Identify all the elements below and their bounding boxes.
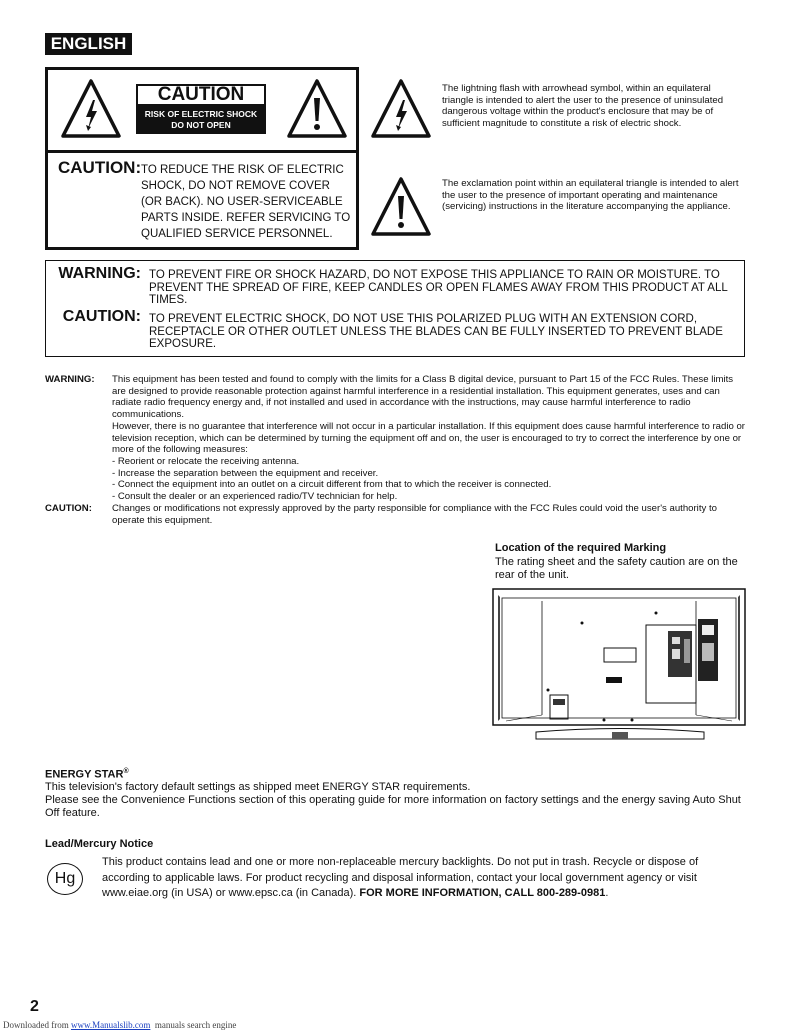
energy-star-line-1: This television's factory default settings as shipped meet ENERGY STAR requirements. — [45, 781, 471, 793]
caution-text-2: TO PREVENT ELECTRIC SHOCK, DO NOT USE THIS POLARIZED PLUG WITH AN EXTENSION CORD, RECEPTACLE OR OTHER OUTLET UNLESS THE BLADES CAN BE FULLY INSERTED TO PREVENT BLADE EXPOSURE. — [149, 313, 723, 351]
energy-star-line-2: Please see the Convenience Functions section of this operating guide for more information on factory settings and the energy saving Auto Shut Off feature. — [45, 794, 741, 819]
caution-label: CAUTION — [136, 84, 266, 106]
marking-text: The rating sheet and the safety caution are on the rear of the unit. — [495, 556, 738, 581]
exclamation-description: The exclamation point within an equilateral triangle is intended to alert the user to the presence of important operating and maintenance (servicing) instructions in the literature accompanying the appliance. — [442, 178, 739, 212]
lead-mercury-title: Lead/Mercury Notice — [45, 838, 154, 850]
caution-box-top — [48, 70, 356, 153]
mercury-symbol: Hg — [47, 863, 83, 895]
fcc-warning-paragraph-2: However, there is no guarantee that interference will not occur in a particular installation. If this equipment does cause harmful interference to radio or television reception, which can be determined by turning the equipment off and on, the user is encouraged to try to correct the interference by one or more of the following measures: — [112, 420, 745, 456]
download-footer: Downloaded from www.Manualslib.com manuals search engine — [3, 1020, 237, 1030]
caution-box — [45, 67, 359, 250]
lightning-triangle-icon — [60, 78, 122, 140]
fcc-measure: - Consult the dealer or an experienced radio/TV technician for help. — [112, 491, 398, 503]
shock-line-1: RISK OF ELECTRIC SHOCK — [144, 109, 258, 119]
registered-mark: ® — [123, 768, 129, 775]
fcc-measure: - Connect the equipment into an outlet on a circuit different from that to which the receiver is connected. — [112, 479, 552, 491]
exclamation-triangle-icon — [370, 176, 432, 238]
fcc-warning-body — [112, 374, 748, 503]
fcc-caution-label: CAUTION: — [45, 503, 92, 514]
shock-line-2: DO NOT OPEN — [171, 120, 231, 130]
lightning-description: The lightning flash with arrowhead symbol, within an equilateral triangle is intended to alert the user to the presence of uninsulated dangerous voltage within the product's enclosure that may be of sufficient magnitude to constitute a risk of electric shock. — [442, 83, 724, 129]
fcc-measure: - Increase the separation between the equipment and receiver. — [112, 467, 379, 479]
warning-label: WARNING: — [58, 265, 141, 282]
caution-label-2: CAUTION: — [62, 308, 141, 325]
fcc-warning-label: WARNING: — [45, 374, 95, 385]
fcc-caution-text: Changes or modifications not expressly approved by the party responsible for compliance with the FCC Rules could void the user's authority to operate this equipment. — [112, 503, 717, 526]
tv-rear-illustration — [492, 587, 748, 747]
exclamation-triangle-icon — [286, 78, 348, 140]
caution-text: TO REDUCE THE RISK OF ELECTRIC SHOCK, DO NOT REMOVE COVER (OR BACK). NO USER-SERVICEABLE PARTS INSIDE. REFER SERVICING TO QUALIFIED SERVICE PERSONNEL. — [141, 164, 351, 240]
warning-text: TO PREVENT FIRE OR SHOCK HAZARD, DO NOT EXPOSE THIS APPLIANCE TO RAIN OR MOISTURE. TO PREVENT THE SPREAD OF FIRE, KEEP CANDLES OR OPEN FLAMES AWAY FROM THIS PRODUCT AT ALL TIMES. — [149, 269, 728, 307]
shock-warning-label — [136, 106, 266, 134]
manualslib-link[interactable]: www.Manualslib.com — [70, 1020, 151, 1030]
info-phone: FOR MORE INFORMATION, CALL 800-289-0981 — [359, 887, 606, 899]
caution-heading: CAUTION: — [58, 158, 142, 177]
lightning-triangle-icon — [370, 78, 432, 140]
marking-title: Location of the required Marking — [495, 542, 667, 554]
lead-mercury-text: This product contains lead and one or more non-replaceable mercury backlights. Do not put in trash. Recycle or dispose of according to applicable laws. For product recycling and disposal information, contact your local government agency or visit www.eiae.org (in USA) or www.epsc.ca (in Canada). FOR MORE INFORMATION, CALL 800-289-0981. — [102, 856, 699, 899]
page-number: 2 — [30, 998, 39, 1015]
fcc-warning-paragraph-1: This equipment has been tested and found to comply with the limits for a Class B digital device, pursuant to Part 15 of the FCC Rules. These limits are designed to provide reasonable protection against harmful interference in a residential installation. This equipment generates, uses and can radiate radio frequency energy and, if not installed and used in accordance with the instructions, may cause harmful interference to radio communications. — [112, 374, 734, 421]
energy-star-title: ENERGY STAR® — [45, 768, 129, 781]
language-tab: ENGLISH — [45, 33, 132, 55]
fcc-measure: - Reorient or relocate the receiving antenna. — [112, 455, 300, 467]
warning-box — [45, 260, 745, 357]
